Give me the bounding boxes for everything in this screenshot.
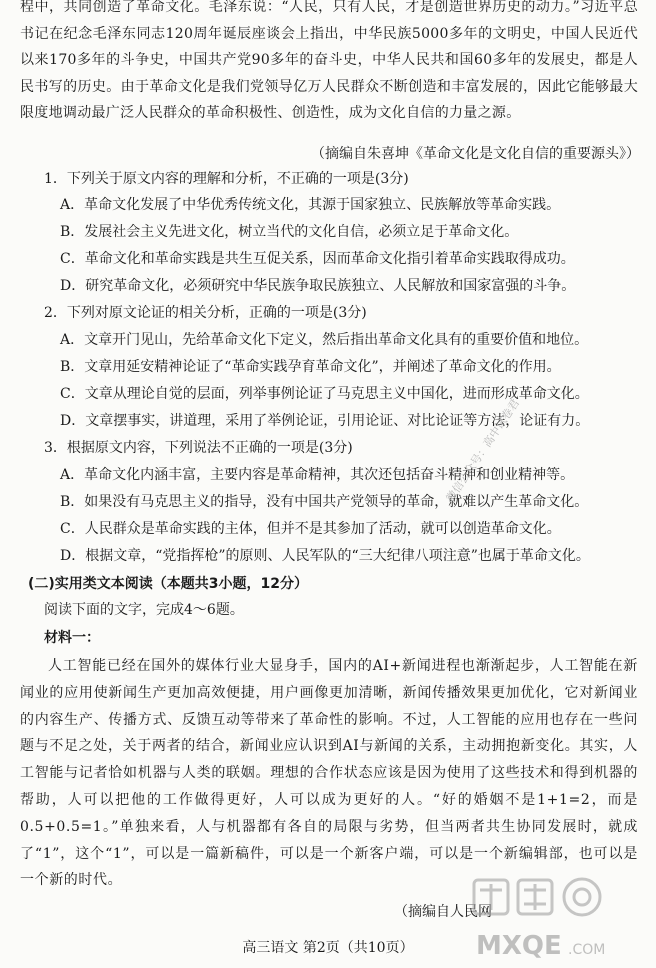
- question-3-stem: 3．根据原文内容，下列说法不正确的一项是(3分): [44, 440, 353, 456]
- passage-paragraph: 程中，共同创造了革命文化。毛泽东说：“人民，只有人民，才是创造世界历史的动力。”习近平总书记在纪念毛泽东同志120周年诞辰座谈会上指出，中华民族5000多年的文明史，中国人民近代以来170多年的斗争史，中国共产党90多年的奋斗史，中华人民共和国60多年的发展史，都是人民书写的历史。由于革命文化是我们党领导亿万人民群众不断创造和丰富发展的，因此它能够最大限度地调动最广泛人民群众的革命积极性、创造性，成为文化自信的力量之源。: [20, 0, 638, 121]
- reading-instruction: 阅读下面的文字，完成4～6题。: [44, 602, 244, 618]
- site-logo: [460, 872, 650, 962]
- question-2-option-a: A．文章开门见山，先给革命文化下定义，然后指出革命文化具有的重要价值和地位。: [60, 332, 589, 348]
- question-1-stem: 1．下列关于原文内容的理解和分析，不正确的一项是(3分): [44, 171, 409, 187]
- question-3-option-b: B．如果没有马克思主义的指导，没有中国共产党领导的革命，就难以产生革命文化。: [60, 494, 589, 510]
- question-2-stem: 2．下列对原文论证的相关分析，正确的一项是(3分): [44, 305, 367, 321]
- question-1-option-d: D．研究革命文化，必须研究中华民族争取民族独立、人民解放和国家富强的斗争。: [60, 278, 576, 294]
- question-3-option-a: A．革命文化内涵丰富，主要内容是革命精神，其次还包括奋斗精神和创业精神等。: [60, 467, 575, 483]
- watermark: 微信公众号：高中试卷君: [443, 396, 523, 505]
- material-source: （摘编自人民网: [394, 904, 492, 920]
- question-3-option-c: C．人民群众是革命实践的主体，但并不是其参加了活动，就可以创造革命文化。: [60, 521, 561, 537]
- question-1-option-a: A．革命文化发展了中华优秀传统文化，其源于国家独立、民族解放等革命实践。: [60, 197, 561, 213]
- section-heading: (二)实用类文本阅读（本题共3小题，12分）: [28, 576, 309, 592]
- question-1-option-c: C．革命文化和革命实践是共生互促关系，因而革命文化指引着革命实践取得成功。: [60, 251, 575, 267]
- question-2-option-d: D．文章摆事实，讲道理，采用了举例论证，引用论证、对比论证等方法，论证有力。: [60, 413, 590, 429]
- passage-source: （摘编自朱喜坤《革命文化是文化自信的重要源头》）: [311, 146, 640, 162]
- question-1-option-b: B．发展社会主义先进文化，树立当代的文化自信，必须立足于革命文化。: [60, 224, 519, 240]
- question-2-option-b: B．文章用延安精神论证了“革命实践孕育革命文化”，并阐述了革命文化的作用。: [60, 359, 561, 375]
- material-paragraph: 人工智能已经在国外的媒体行业大显身手，国内的AI+新闻进程也渐渐起步，人工智能在新闻业的应用使新闻生产更加高效便捷，用户画像更加清晰，新闻传播效果更加优化，它对新闻业的内容生产、传播方式、反馈互动等带来了革命性的影响。不过，人工智能的应用也存在一些问题与不足之处，关于两者的结合，新闻业应认识到AI与新闻的关系，主动拥抱新变化。其实，人工智能与记者恰如机器与人类的联姻。理想的合作状态应该是因为使用了这些技术和得到机器的帮助，人可以把他的工作做得更好，人可以成为更好的人。“好的婚姻不是1+1=2，而是0.5+0.5=1。”单独来看，人与机器都有各自的局限与劣势，但当两者共生协同发展时，就成了“1”，这个“1”，可以是一篇新稿件，可以是一个新客户端，可以是一个新编辑部，也可以是一个新的时代。: [20, 658, 638, 889]
- material-label: 材料一：: [44, 630, 100, 646]
- svg-text:MXQE: MXQE: [476, 931, 562, 961]
- svg-text:.COM: .COM: [568, 942, 606, 958]
- question-2-option-c: C．文章从理论自觉的层面，列举事例论证了马克思主义中国化，进而形成革命文化。: [60, 386, 589, 402]
- page-footer: 高三语文 第2页（共10页）: [242, 940, 414, 956]
- question-3-option-d: D．根据文章，“党指挥枪”的原则、人民军队的“三大纪律八项注意”也属于革命文化。: [60, 548, 590, 564]
